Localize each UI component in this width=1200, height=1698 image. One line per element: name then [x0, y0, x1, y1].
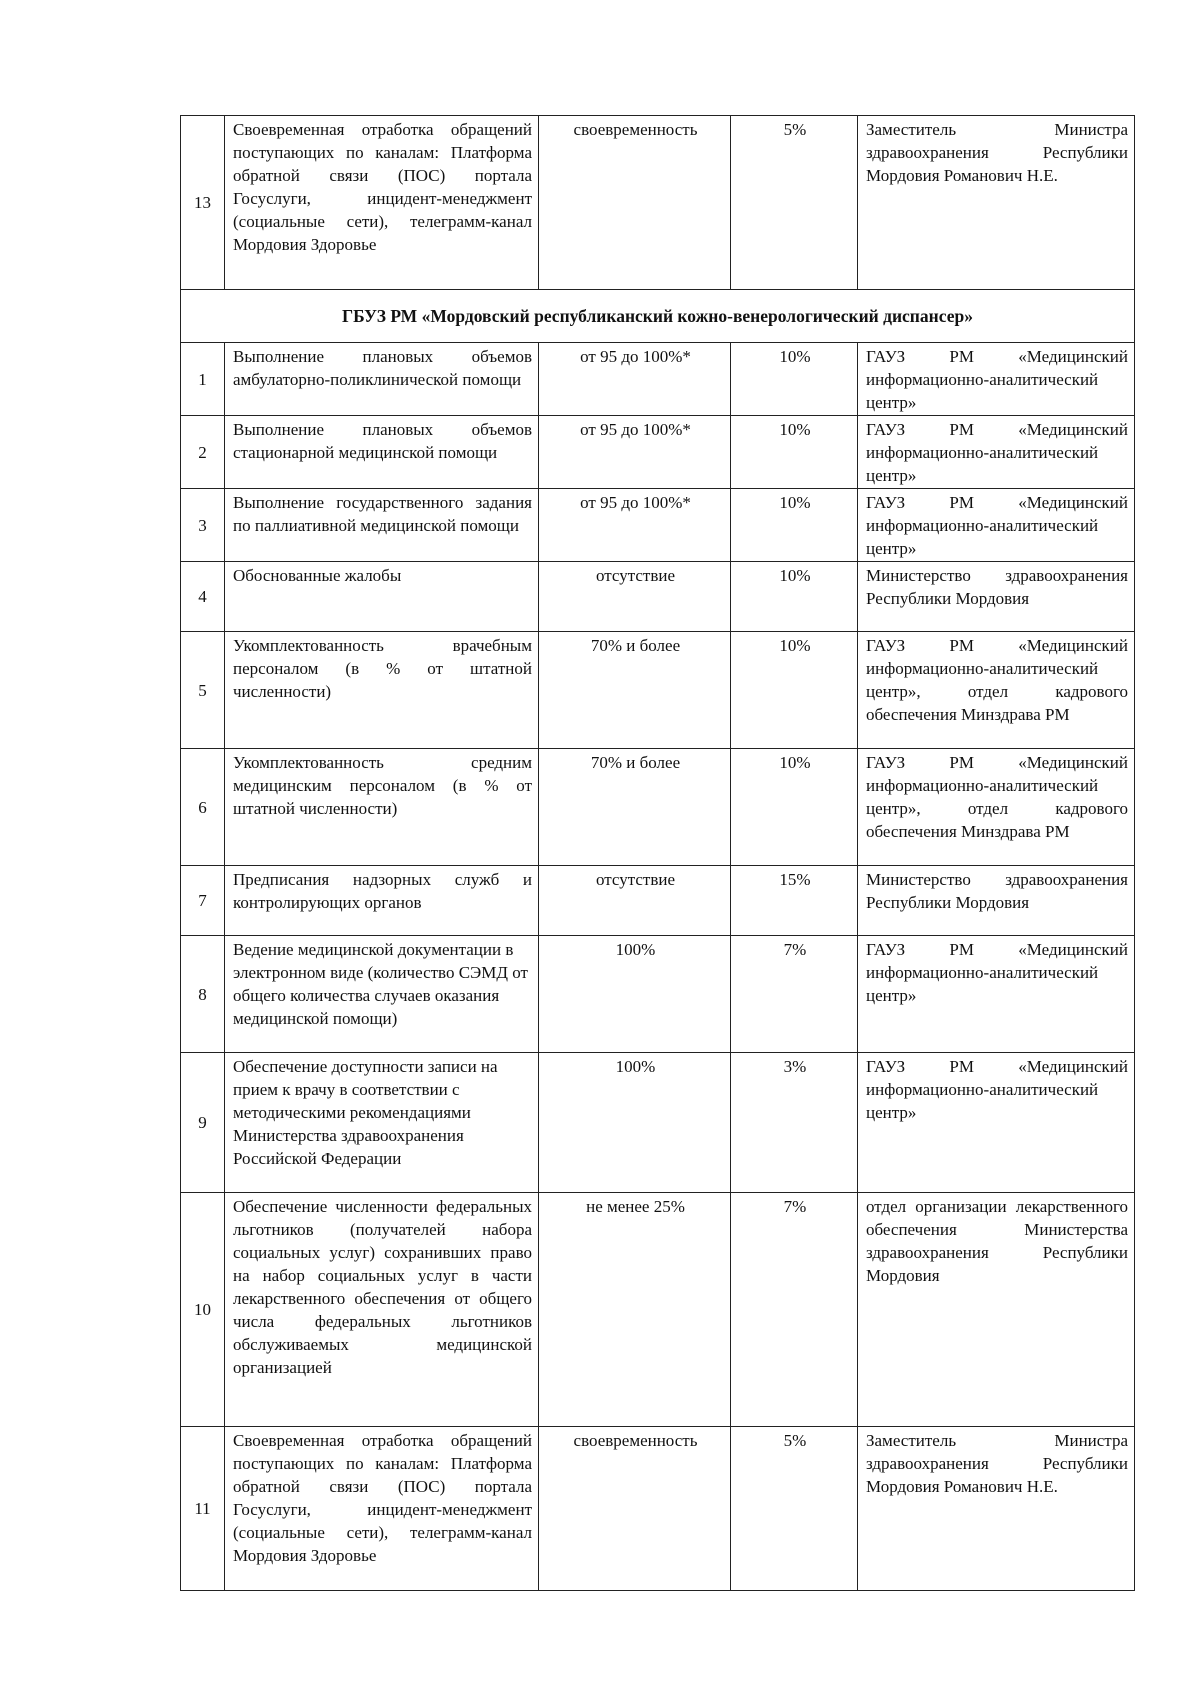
criteria-table: [180, 115, 1135, 1591]
criterion-cell: Своевременная отработка обращений поступающих по каналам: Платформа обратной связи (ПОС) портала Госуслуги, инцидент-менеджмент (социальные сети), телеграмм-канал Мордовия Здоровье: [225, 116, 539, 290]
table-row: [181, 562, 1135, 632]
criterion-cell: Обеспечение доступности записи на прием к врачу в соответствии с методическими рекомендациями Министерства здравоохранения Российской Федерации: [225, 1053, 539, 1193]
responsible-cell: Министерство здравоохранения Республики Мордовия: [858, 866, 1135, 936]
weight-cell: 10%: [731, 343, 858, 416]
responsible-cell: ГАУЗ РМ «Медицинский информационно-аналитический центр»: [858, 343, 1135, 416]
table-row: [181, 1053, 1135, 1193]
criterion-cell: Предписания надзорных служб и контролирующих органов: [225, 866, 539, 936]
weight-cell: 10%: [731, 489, 858, 562]
weight-cell: 10%: [731, 562, 858, 632]
table-row: [181, 1193, 1135, 1427]
row-number: 6: [181, 749, 225, 866]
weight-cell: 5%: [731, 116, 858, 290]
row-number: 8: [181, 936, 225, 1053]
criterion-cell: Выполнение плановых объемов стационарной медицинской помощи: [225, 416, 539, 489]
row-number: 10: [181, 1193, 225, 1427]
section-title: ГБУЗ РМ «Мордовский республиканский кожно-венерологический диспансер»: [181, 290, 1135, 343]
weight-cell: 10%: [731, 416, 858, 489]
responsible-cell: ГАУЗ РМ «Медицинский информационно-аналитический центр»: [858, 1053, 1135, 1193]
row-number: 3: [181, 489, 225, 562]
weight-cell: 3%: [731, 1053, 858, 1193]
row-number: 13: [181, 116, 225, 290]
table-row: [181, 343, 1135, 416]
weight-cell: 5%: [731, 1427, 858, 1591]
responsible-cell: Заместитель Министра здравоохранения Республики Мордовия Романович Н.Е.: [858, 1427, 1135, 1591]
responsible-cell: отдел организации лекарственного обеспечения Министерства здравоохранения Республики Мордовия: [858, 1193, 1135, 1427]
weight-cell: 15%: [731, 866, 858, 936]
target-value-cell: своевременность: [539, 116, 731, 290]
criterion-cell: Выполнение государственного задания по паллиативной медицинской помощи: [225, 489, 539, 562]
target-value-cell: 100%: [539, 936, 731, 1053]
weight-cell: 7%: [731, 1193, 858, 1427]
responsible-cell: ГАУЗ РМ «Медицинский информационно-аналитический центр», отдел кадрового обеспечения Минздрава РМ: [858, 749, 1135, 866]
target-value-cell: от 95 до 100%*: [539, 416, 731, 489]
row-number: 2: [181, 416, 225, 489]
responsible-cell: ГАУЗ РМ «Медицинский информационно-аналитический центр», отдел кадрового обеспечения Минздрава РМ: [858, 632, 1135, 749]
row-number: 4: [181, 562, 225, 632]
row-number: 9: [181, 1053, 225, 1193]
criterion-cell: Своевременная отработка обращений поступающих по каналам: Платформа обратной связи (ПОС) портала Госуслуги, инцидент-менеджмент (социальные сети), телеграмм-канал Мордовия Здоровье: [225, 1427, 539, 1591]
target-value-cell: не менее 25%: [539, 1193, 731, 1427]
criterion-cell: Обоснованные жалобы: [225, 562, 539, 632]
target-value-cell: от 95 до 100%*: [539, 343, 731, 416]
criterion-cell: Укомплектованность средним медицинским персоналом (в % от штатной численности): [225, 749, 539, 866]
responsible-cell: Заместитель Министра здравоохранения Республики Мордовия Романович Н.Е.: [858, 116, 1135, 290]
weight-cell: 10%: [731, 632, 858, 749]
target-value-cell: отсутствие: [539, 866, 731, 936]
criterion-cell: Обеспечение численности федеральных льготников (получателей набора социальных услуг) сохранивших право на набор социальных услуг в части лекарственного обеспечения от общего числа федеральных льготников обслуживаемых медицинской организацией: [225, 1193, 539, 1427]
criterion-cell: Ведение медицинской документации в электронном виде (количество СЭМД от общего количества случаев оказания медицинской помощи): [225, 936, 539, 1053]
target-value-cell: отсутствие: [539, 562, 731, 632]
weight-cell: 7%: [731, 936, 858, 1053]
target-value-cell: 70% и более: [539, 632, 731, 749]
table-row: [181, 749, 1135, 866]
table-row: [181, 866, 1135, 936]
table-row: [181, 632, 1135, 749]
criterion-cell: Укомплектованность врачебным персоналом (в % от штатной численности): [225, 632, 539, 749]
criterion-cell: Выполнение плановых объемов амбулаторно-поликлинической помощи: [225, 343, 539, 416]
row-number: 11: [181, 1427, 225, 1591]
weight-cell: 10%: [731, 749, 858, 866]
section-row: [181, 290, 1135, 343]
target-value-cell: своевременность: [539, 1427, 731, 1591]
target-value-cell: от 95 до 100%*: [539, 489, 731, 562]
document-page: [180, 115, 1134, 1591]
responsible-cell: ГАУЗ РМ «Медицинский информационно-аналитический центр»: [858, 936, 1135, 1053]
table-row: [181, 489, 1135, 562]
row-number: 5: [181, 632, 225, 749]
table-row: [181, 116, 1135, 290]
responsible-cell: ГАУЗ РМ «Медицинский информационно-аналитический центр»: [858, 489, 1135, 562]
table-row: [181, 416, 1135, 489]
responsible-cell: Министерство здравоохранения Республики Мордовия: [858, 562, 1135, 632]
target-value-cell: 100%: [539, 1053, 731, 1193]
row-number: 7: [181, 866, 225, 936]
target-value-cell: 70% и более: [539, 749, 731, 866]
row-number: 1: [181, 343, 225, 416]
responsible-cell: ГАУЗ РМ «Медицинский информационно-аналитический центр»: [858, 416, 1135, 489]
table-row: [181, 1427, 1135, 1591]
table-row: [181, 936, 1135, 1053]
